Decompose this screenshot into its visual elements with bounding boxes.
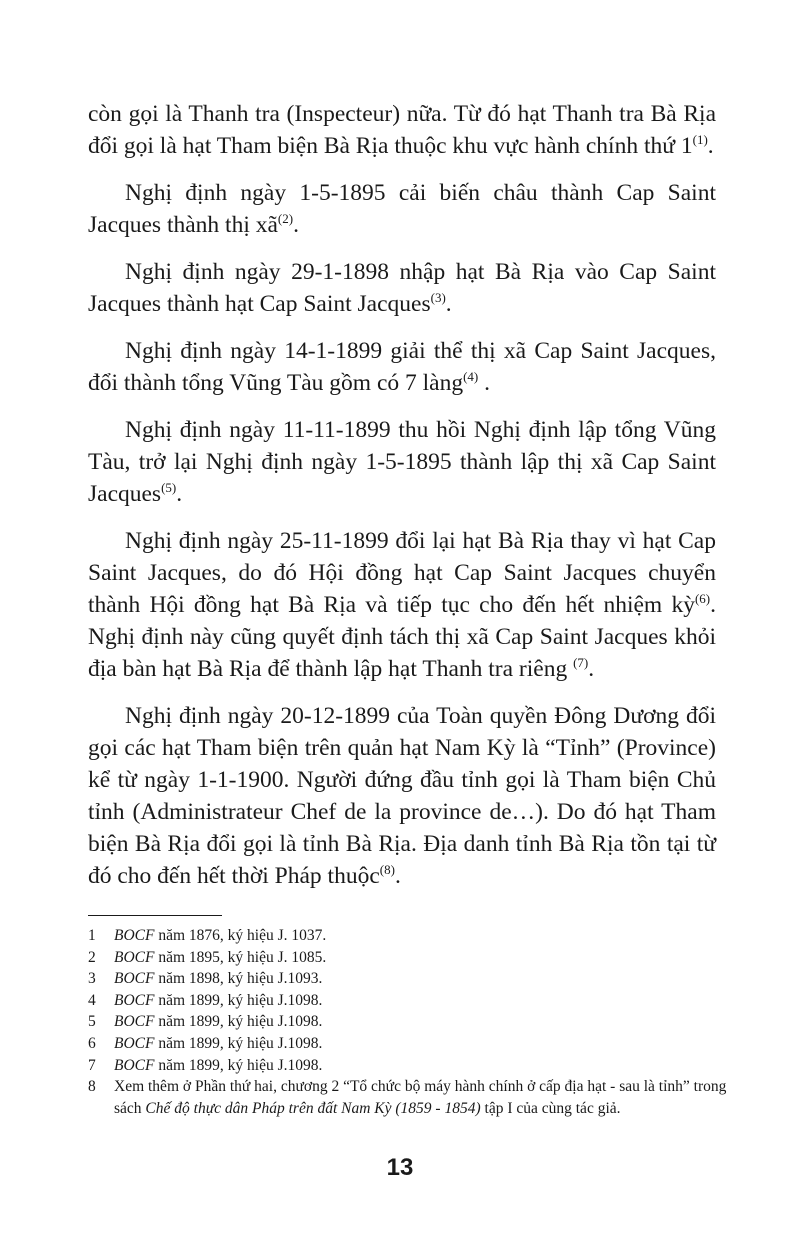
footnote-4: 4 BOCF năm 1899, ký hiệu J.1098. [88, 991, 323, 1009]
paragraph-7: Nghị định ngày 20-12-1899 của Toàn quyền Đông Dương đổi gọi các hạt Tham biện trên quản hạt Nam Kỳ là “Tỉnh” (Province) kể từ ngày 1-1-1900. Người đứng đầu tỉnh gọi là Tham biện Chủ tỉnh (Administrateur Chef de la province de…). Do đó hạt Tham biện Bà Rịa đổi gọi là tỉnh Bà Rịa. Địa danh tỉnh Bà Rịa tồn tại từ đó cho đến hết thời Pháp thuộc$^{(8)}$. [88, 703, 716, 889]
paragraph-5: Nghị định ngày 11-11-1899 thu hồi Nghị định lập tổng Vũng Tàu, trở lại Nghị định ngày 1-5-1895 thành lập thị xã Cap Saint Jacques$^{(5)}$. [88, 417, 716, 507]
footnote-divider [88, 915, 222, 916]
paragraph-1: còn gọi là Thanh tra (Inspecteur) nữa. Từ đó hạt Thanh tra Bà Rịa đổi gọi là hạt Tham biện Bà Rịa thuộc khu vực hành chính thứ 1$^{(1)}$. [88, 101, 716, 159]
footnote-2: 2 BOCF năm 1895, ký hiệu J. 1085. [88, 948, 327, 966]
footnote-ref-6: (6) [694, 591, 711, 606]
footnote-ref-3: (3) [430, 290, 446, 305]
paragraph-4: Nghị định ngày 14-1-1899 giải thể thị xã Cap Saint Jacques, đổi thành tổng Vũng Tàu gồm có 7 làng$^{(4)}$ . [88, 338, 716, 396]
footnote-ref-2: (2) [277, 211, 294, 226]
paragraph-2: Nghị định ngày 1-5-1895 cải biến châu thành Cap Saint Jacques thành thị $xã^{(2)}$. [88, 180, 716, 238]
footnote-ref-5: (5) [161, 480, 177, 495]
footnote-7: 7 BOCF năm 1899, ký hiệu J.1098. [88, 1056, 323, 1074]
paragraph-6: Nghị định ngày 25-11-1899 đổi lại hạt Bà Rịa thay vì hạt Cap Saint Jacques, do đó Hội đồng hạt Cap Saint Jacques chuyển thành Hội đồng hạt Bà Rịa và tiếp tục cho đến hết nhiệm kỳ$^{(6)}$. Nghị định này cũng quyết định tách thị xã Cap Saint Jacques khỏi địa bàn hạt Bà Rịa để thành lập hạt Thanh tra riêng $^{(7)}$. [88, 528, 716, 682]
body-text [88, 98, 716, 907]
footnote-5: 5 BOCF năm 1899, ký hiệu J.1098. [88, 1013, 323, 1031]
footnote-8: 8 Xem thêm ở Phần thứ hai, chương 2 “Tổ chức bộ máy hành chính ở cấp địa hạt - sau là tỉnh” trong sách Chế độ thực dân Pháp trên đất Nam Kỳ (1859 - 1854) tập I của cùng tác giả. [88, 1078, 727, 1117]
footnote-1: 1 BOCF năm 1876, ký hiệu J. 1037. [88, 927, 327, 944]
footnote-ref-8: (8) [379, 862, 395, 877]
footnote-ref-7: (7) [573, 655, 589, 670]
footnotes [88, 925, 728, 1119]
footnote-ref-1: (1) [692, 132, 708, 147]
footnote-3: 3 BOCF năm 1898, ký hiệu J.1093. [88, 970, 323, 988]
footnote-ref-4: (4) [463, 369, 479, 384]
footnote-6: 6 BOCF năm 1899, ký hiệu J.1098. [88, 1034, 323, 1052]
paragraph-3: Nghị định ngày 29-1-1898 nhập hạt Bà Rịa vào Cap Saint Jacques thành hạt Cap Saint Jacques$^{(3)}$. [88, 259, 716, 317]
page-number: 13 [386, 1154, 414, 1181]
